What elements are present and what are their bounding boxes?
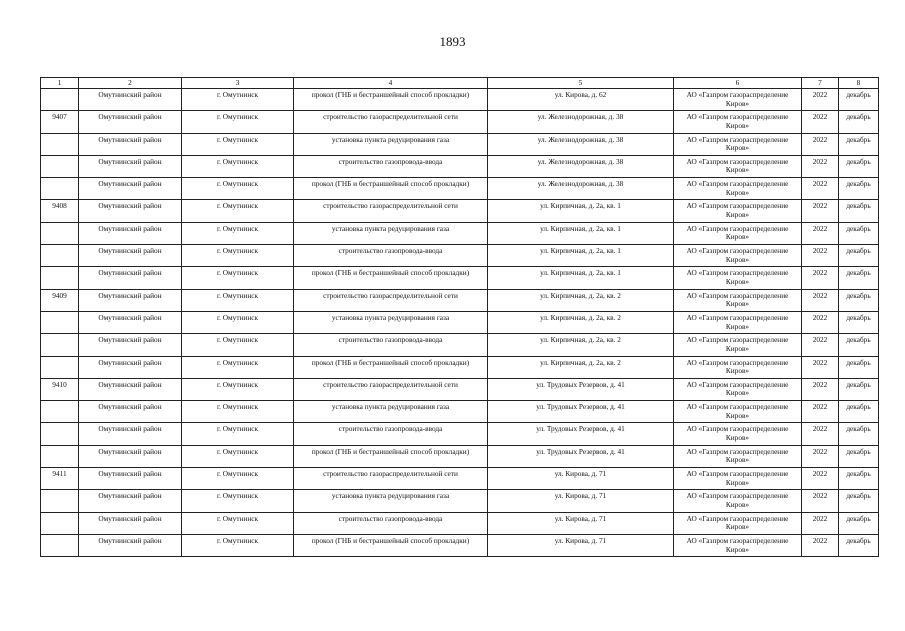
address-cell: ул. Кирова, д. 62 [488,89,674,111]
address-cell: ул. Трудовых Резервов, д. 41 [488,423,674,445]
address-cell: ул. Трудовых Резервов, д. 41 [488,378,674,400]
column-header: 3 [182,78,294,89]
month-cell: декабрь [839,111,879,133]
table-row [41,423,879,445]
district-cell: Омутнинский район [79,178,182,200]
table-row [41,222,879,244]
row-number-cell [41,178,79,200]
organization-cell: АО «Газпром газораспределение Киров» [674,200,802,222]
row-number-cell [41,245,79,267]
table-row [41,178,879,200]
address-cell: ул. Кирова, д. 71 [488,534,674,556]
organization-cell: АО «Газпром газораспределение Киров» [674,289,802,311]
organization-cell: АО «Газпром газораспределение Киров» [674,490,802,512]
year-cell: 2022 [802,378,839,400]
column-header: 7 [802,78,839,89]
year-cell: 2022 [802,512,839,534]
work-type-cell: прокол (ГНБ и бестраншейный способ прокладки) [294,178,488,200]
row-number-cell: 9410 [41,378,79,400]
city-cell: г. Омутнинск [182,334,294,356]
month-cell: декабрь [839,534,879,556]
city-cell: г. Омутнинск [182,401,294,423]
work-type-cell: строительство газораспределительной сети [294,468,488,490]
month-cell: декабрь [839,200,879,222]
table-row [41,512,879,534]
table-row [41,133,879,155]
city-cell: г. Омутнинск [182,267,294,289]
row-number-cell [41,401,79,423]
address-cell: ул. Кирпичная, д. 2а, кв. 1 [488,267,674,289]
organization-cell: АО «Газпром газораспределение Киров» [674,133,802,155]
table-row [41,289,879,311]
district-cell: Омутнинский район [79,378,182,400]
organization-cell: АО «Газпром газораспределение Киров» [674,245,802,267]
table-row [41,534,879,556]
district-cell: Омутнинский район [79,222,182,244]
work-type-cell: строительство газораспределительной сети [294,289,488,311]
organization-cell: АО «Газпром газораспределение Киров» [674,468,802,490]
year-cell: 2022 [802,200,839,222]
organization-cell: АО «Газпром газораспределение Киров» [674,222,802,244]
address-cell: ул. Кирова, д. 71 [488,512,674,534]
district-cell: Омутнинский район [79,356,182,378]
district-cell: Омутнинский район [79,311,182,333]
row-number-cell [41,89,79,111]
work-type-cell: строительство газопровода-ввода [294,155,488,177]
row-number-cell [41,445,79,467]
organization-cell: АО «Газпром газораспределение Киров» [674,155,802,177]
table-row [41,490,879,512]
column-header: 6 [674,78,802,89]
district-cell: Омутнинский район [79,155,182,177]
organization-cell: АО «Газпром газораспределение Киров» [674,445,802,467]
address-cell: ул. Кирова, д. 71 [488,468,674,490]
city-cell: г. Омутнинск [182,512,294,534]
district-cell: Омутнинский район [79,133,182,155]
work-type-cell: установка пункта редуцирования газа [294,222,488,244]
row-number-cell [41,155,79,177]
district-cell: Омутнинский район [79,468,182,490]
organization-cell: АО «Газпром газораспределение Киров» [674,423,802,445]
year-cell: 2022 [802,334,839,356]
address-cell: ул. Кирпичная, д. 2а, кв. 2 [488,356,674,378]
work-type-cell: строительство газопровода-ввода [294,245,488,267]
district-cell: Омутнинский район [79,445,182,467]
year-cell: 2022 [802,490,839,512]
district-cell: Омутнинский район [79,267,182,289]
year-cell: 2022 [802,222,839,244]
city-cell: г. Омутнинск [182,89,294,111]
district-cell: Омутнинский район [79,512,182,534]
organization-cell: АО «Газпром газораспределение Киров» [674,111,802,133]
address-cell: ул. Железнодорожная, д. 38 [488,178,674,200]
year-cell: 2022 [802,445,839,467]
work-type-cell: строительство газопровода-ввода [294,512,488,534]
table-row [41,445,879,467]
work-type-cell: строительство газораспределительной сети [294,200,488,222]
organization-cell: АО «Газпром газораспределение Киров» [674,401,802,423]
row-number-cell: 9409 [41,289,79,311]
table-row [41,245,879,267]
organization-cell: АО «Газпром газораспределение Киров» [674,534,802,556]
work-type-cell: прокол (ГНБ и бестраншейный способ прокладки) [294,89,488,111]
district-cell: Омутнинский район [79,245,182,267]
address-cell: ул. Кирпичная, д. 2а, кв. 2 [488,311,674,333]
year-cell: 2022 [802,356,839,378]
row-number-cell: 9408 [41,200,79,222]
table-body [41,89,879,557]
organization-cell: АО «Газпром газораспределение Киров» [674,89,802,111]
organization-cell: АО «Газпром газораспределение Киров» [674,356,802,378]
work-type-cell: строительство газопровода-ввода [294,334,488,356]
district-cell: Омутнинский район [79,334,182,356]
city-cell: г. Омутнинск [182,423,294,445]
year-cell: 2022 [802,289,839,311]
row-number-cell [41,356,79,378]
table-row [41,378,879,400]
table-row [41,200,879,222]
row-number-cell [41,490,79,512]
address-cell: ул. Кирпичная, д. 2а, кв. 1 [488,245,674,267]
organization-cell: АО «Газпром газораспределение Киров» [674,267,802,289]
work-type-cell: прокол (ГНБ и бестраншейный способ прокладки) [294,267,488,289]
page-number: 1893 [439,34,466,49]
column-header: 2 [79,78,182,89]
city-cell: г. Омутнинск [182,133,294,155]
district-cell: Омутнинский район [79,423,182,445]
row-number-cell [41,423,79,445]
year-cell: 2022 [802,311,839,333]
city-cell: г. Омутнинск [182,111,294,133]
year-cell: 2022 [802,267,839,289]
month-cell: декабрь [839,334,879,356]
work-type-cell: установка пункта редуцирования газа [294,401,488,423]
month-cell: декабрь [839,133,879,155]
month-cell: декабрь [839,423,879,445]
column-header: 4 [294,78,488,89]
work-type-cell: строительство газораспределительной сети [294,378,488,400]
month-cell: декабрь [839,267,879,289]
city-cell: г. Омутнинск [182,222,294,244]
table-row [41,401,879,423]
work-type-cell: прокол (ГНБ и бестраншейный способ прокладки) [294,534,488,556]
month-cell: декабрь [839,490,879,512]
year-cell: 2022 [802,534,839,556]
work-type-cell: установка пункта редуцирования газа [294,490,488,512]
row-number-cell: 9407 [41,111,79,133]
city-cell: г. Омутнинск [182,445,294,467]
year-cell: 2022 [802,111,839,133]
column-header: 1 [41,78,79,89]
work-type-cell: строительство газораспределительной сети [294,111,488,133]
header-row [41,78,879,89]
month-cell: декабрь [839,311,879,333]
address-cell: ул. Кирова, д. 71 [488,490,674,512]
row-number-cell [41,334,79,356]
city-cell: г. Омутнинск [182,356,294,378]
table-row [41,89,879,111]
table-row [41,155,879,177]
table-header [41,78,879,89]
row-number-cell [41,133,79,155]
row-number-cell [41,222,79,244]
city-cell: г. Омутнинск [182,534,294,556]
district-cell: Омутнинский район [79,490,182,512]
organization-cell: АО «Газпром газораспределение Киров» [674,311,802,333]
table-row [41,334,879,356]
district-cell: Омутнинский район [79,534,182,556]
organization-cell: АО «Газпром газораспределение Киров» [674,378,802,400]
row-number-cell: 9411 [41,468,79,490]
month-cell: декабрь [839,155,879,177]
address-cell: ул. Кирпичная, д. 2а, кв. 1 [488,222,674,244]
organization-cell: АО «Газпром газораспределение Киров» [674,334,802,356]
column-header: 5 [488,78,674,89]
month-cell: декабрь [839,445,879,467]
address-cell: ул. Трудовых Резервов, д. 41 [488,445,674,467]
month-cell: декабрь [839,222,879,244]
work-type-cell: прокол (ГНБ и бестраншейный способ прокладки) [294,356,488,378]
year-cell: 2022 [802,155,839,177]
month-cell: декабрь [839,378,879,400]
organization-cell: АО «Газпром газораспределение Киров» [674,178,802,200]
address-cell: ул. Железнодорожная, д. 38 [488,155,674,177]
address-cell: ул. Трудовых Резервов, д. 41 [488,401,674,423]
district-cell: Омутнинский район [79,401,182,423]
year-cell: 2022 [802,468,839,490]
month-cell: декабрь [839,512,879,534]
month-cell: декабрь [839,245,879,267]
work-type-cell: строительство газопровода-ввода [294,423,488,445]
year-cell: 2022 [802,401,839,423]
work-type-cell: прокол (ГНБ и бестраншейный способ прокладки) [294,445,488,467]
address-cell: ул. Железнодорожная, д. 38 [488,133,674,155]
address-cell: ул. Кирпичная, д. 2а, кв. 2 [488,334,674,356]
month-cell: декабрь [839,178,879,200]
works-table [40,77,879,557]
district-cell: Омутнинский район [79,289,182,311]
year-cell: 2022 [802,178,839,200]
city-cell: г. Омутнинск [182,245,294,267]
city-cell: г. Омутнинск [182,200,294,222]
table-row [41,267,879,289]
table-row [41,311,879,333]
district-cell: Омутнинский район [79,111,182,133]
city-cell: г. Омутнинск [182,155,294,177]
city-cell: г. Омутнинск [182,311,294,333]
district-cell: Омутнинский район [79,200,182,222]
month-cell: декабрь [839,468,879,490]
row-number-cell [41,534,79,556]
address-cell: ул. Кирпичная, д. 2а, кв. 1 [488,200,674,222]
city-cell: г. Омутнинск [182,178,294,200]
city-cell: г. Омутнинск [182,490,294,512]
city-cell: г. Омутнинск [182,378,294,400]
address-cell: ул. Железнодорожная, д. 38 [488,111,674,133]
month-cell: декабрь [839,289,879,311]
table-row [41,111,879,133]
year-cell: 2022 [802,245,839,267]
work-type-cell: установка пункта редуцирования газа [294,311,488,333]
city-cell: г. Омутнинск [182,468,294,490]
row-number-cell [41,512,79,534]
row-number-cell [41,311,79,333]
month-cell: декабрь [839,401,879,423]
organization-cell: АО «Газпром газораспределение Киров» [674,512,802,534]
address-cell: ул. Кирпичная, д. 2а, кв. 2 [488,289,674,311]
year-cell: 2022 [802,423,839,445]
table-row [41,468,879,490]
month-cell: декабрь [839,356,879,378]
table-row [41,356,879,378]
column-header: 8 [839,78,879,89]
district-cell: Омутнинский район [79,89,182,111]
year-cell: 2022 [802,133,839,155]
row-number-cell [41,267,79,289]
work-type-cell: установка пункта редуцирования газа [294,133,488,155]
city-cell: г. Омутнинск [182,289,294,311]
year-cell: 2022 [802,89,839,111]
month-cell: декабрь [839,89,879,111]
